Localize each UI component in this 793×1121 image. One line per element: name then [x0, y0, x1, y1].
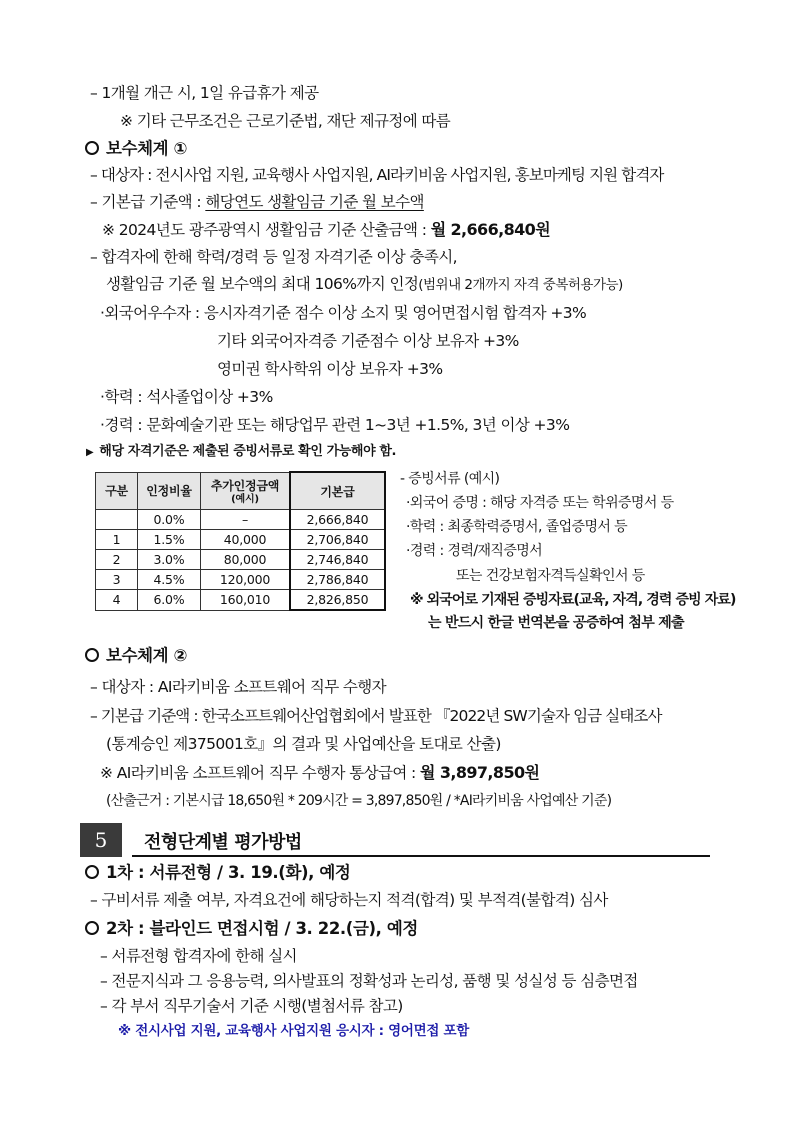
table-row	[96, 550, 386, 570]
circle-bullet-icon	[85, 865, 99, 879]
cell-base: 2,706,840	[290, 530, 385, 550]
table-row	[96, 570, 386, 590]
proof-note: ▶ 해당 자격기준은 제출된 증빙서류로 확인 가능해야 함.	[86, 444, 397, 459]
cell-grade: 3	[96, 570, 138, 590]
docs-career-2: 또는 건강보험자격득실확인서 등	[456, 568, 645, 584]
pay2-base-2: (통계승인 제375001호』의 결과 및 사업예산을 토대로 산출)	[106, 735, 501, 753]
pay1-base: – 기본급 기준액 : 해당연도 생활임금 기준 월 보수액	[90, 193, 424, 211]
cell-base: 2,786,840	[290, 570, 385, 590]
section-number: 5	[80, 823, 122, 857]
pay-system-2-heading: 보수체계 ②	[85, 645, 187, 667]
cell-extra: 40,000	[201, 530, 291, 550]
section-rule	[132, 855, 710, 857]
foreign-language-3: 영미권 학사학위 이상 보유자 +3%	[217, 360, 443, 378]
cell-ratio: 6.0%	[138, 590, 201, 611]
docs-language: ·외국어 증명 : 해당 자격증 또는 학위증명서 등	[406, 495, 674, 511]
step2-heading: 2차 : 블라인드 면접시험 / 3. 22.(금), 예정	[85, 918, 418, 940]
circle-bullet-icon	[85, 921, 99, 935]
foreign-language-2: 기타 외국어자격증 기준점수 이상 보유자 +3%	[217, 332, 519, 350]
docs-foreign-1: ※ 외국어로 기재된 증빙자료(교육, 자격, 경력 증빙 자료)	[410, 592, 736, 608]
paid-leave-text: – 1개월 개근 시, 1일 유급휴가 제공	[90, 84, 319, 102]
cell-extra: 160,010	[201, 590, 291, 611]
table-row	[96, 590, 386, 611]
cell-ratio: 0.0%	[138, 510, 201, 530]
cell-grade: 4	[96, 590, 138, 611]
pay2-basis: (산출근거 : 기본시급 18,650원 * 209시간 = 3,897,850원 / *AI라키비움 사업예산 기준)	[106, 793, 612, 809]
pay2-target: – 대상자 : AI라키비움 소프트웨어 직무 수행자	[90, 678, 387, 696]
qualify-line-1: – 합격자에 한해 학력/경력 등 일정 자격기준 이상 충족시,	[90, 248, 457, 266]
step2-item: – 서류전형 합격자에 한해 실시	[100, 947, 297, 965]
qualify-line-2: 생활임금 기준 월 보수액의 최대 106%까지 인정(범위내 2개까지 자격 중복허용가능)	[106, 275, 623, 293]
step2-item: – 각 부서 직무기술서 기준 시행(별첨서류 참고)	[100, 997, 403, 1015]
table-header-row	[96, 472, 386, 510]
education-bonus: ·학력 : 석사졸업이상 +3%	[100, 388, 273, 406]
col-header-ratio: 인정비율	[138, 472, 201, 510]
step2-item: – 전문지식과 그 응용능력, 의사발표의 정확성과 논리성, 품행 및 성실성 등 심층면접	[100, 972, 638, 990]
cell-extra: 120,000	[201, 570, 291, 590]
cell-base: 2,666,840	[290, 510, 385, 530]
step1-heading: 1차 : 서류전형 / 3. 19.(화), 예정	[85, 862, 350, 884]
circle-bullet-icon	[85, 141, 99, 155]
pay-table	[95, 471, 386, 611]
work-conditions-note: ※ 기타 근무조건은 근로기준법, 재단 제규정에 따름	[120, 112, 451, 130]
section-title: 전형단계별 평가방법	[144, 832, 302, 853]
docs-title: - 증빙서류 (예시)	[400, 471, 500, 487]
cell-ratio: 4.5%	[138, 570, 201, 590]
col-header-base: 기본급	[290, 472, 385, 510]
col-header-grade: 구분	[96, 472, 138, 510]
cell-grade: 2	[96, 550, 138, 570]
foreign-language-1: ·외국어우수자 : 응시자격기준 점수 이상 소지 및 영어면접시험 합격자 +3%	[100, 304, 587, 322]
pay2-wage-amount: 월 3,897,850원	[420, 763, 540, 782]
cell-extra: –	[201, 510, 291, 530]
cell-base: 2,826,850	[290, 590, 385, 611]
cell-extra: 80,000	[201, 550, 291, 570]
english-interview-note: ※ 전시사업 지원, 교육행사 사업지원 응시자 : 영어면접 포함	[118, 1023, 469, 1039]
docs-career-1: ·경력 : 경력/재직증명서	[406, 543, 543, 559]
docs-education: ·학력 : 최종학력증명서, 졸업증명서 등	[406, 519, 628, 535]
career-bonus: ·경력 : 문화예술기관 또는 해당업무 관련 1~3년 +1.5%, 3년 이상 +3%	[100, 416, 570, 434]
step1-description: – 구비서류 제출 여부, 자격요건에 해당하는지 적격(합격) 및 부적격(불합격) 심사	[90, 891, 608, 909]
cell-base: 2,746,840	[290, 550, 385, 570]
circle-bullet-icon	[85, 648, 99, 662]
docs-foreign-2: 는 반드시 한글 번역본을 공증하여 첨부 제출	[428, 615, 684, 631]
table-row	[96, 510, 386, 530]
cell-ratio: 3.0%	[138, 550, 201, 570]
section-5-header	[80, 823, 710, 857]
cell-grade	[96, 510, 138, 530]
triangle-bullet-icon: ▶	[86, 447, 94, 458]
pay1-base-value: 해당연도 생활임금 기준 월 보수액	[205, 193, 424, 211]
col-header-extra: 추가인정금액 (예시)	[201, 472, 291, 510]
pay2-base-1: – 기본급 기준액 : 한국소프트웨어산업협회에서 발표한 『2022년 SW기술자 임금 실태조사	[90, 707, 662, 725]
cell-grade: 1	[96, 530, 138, 550]
gwangju-amount: 월 2,666,840원	[430, 220, 551, 239]
gwangju-living-wage: ※ 2024년도 광주광역시 생활임금 기준 산출금액 : 월 2,666,840원	[102, 220, 551, 239]
table-row	[96, 530, 386, 550]
pay1-target: – 대상자 : 전시사업 지원, 교육행사 사업지원, AI라키비움 사업지원, 홍보마케팅 지원 합격자	[90, 166, 664, 184]
pay2-wage: ※ AI라키비움 소프트웨어 직무 수행자 통상급여 : 월 3,897,850원	[100, 763, 540, 782]
cell-ratio: 1.5%	[138, 530, 201, 550]
pay-system-1-heading: 보수체계 ①	[85, 138, 187, 160]
